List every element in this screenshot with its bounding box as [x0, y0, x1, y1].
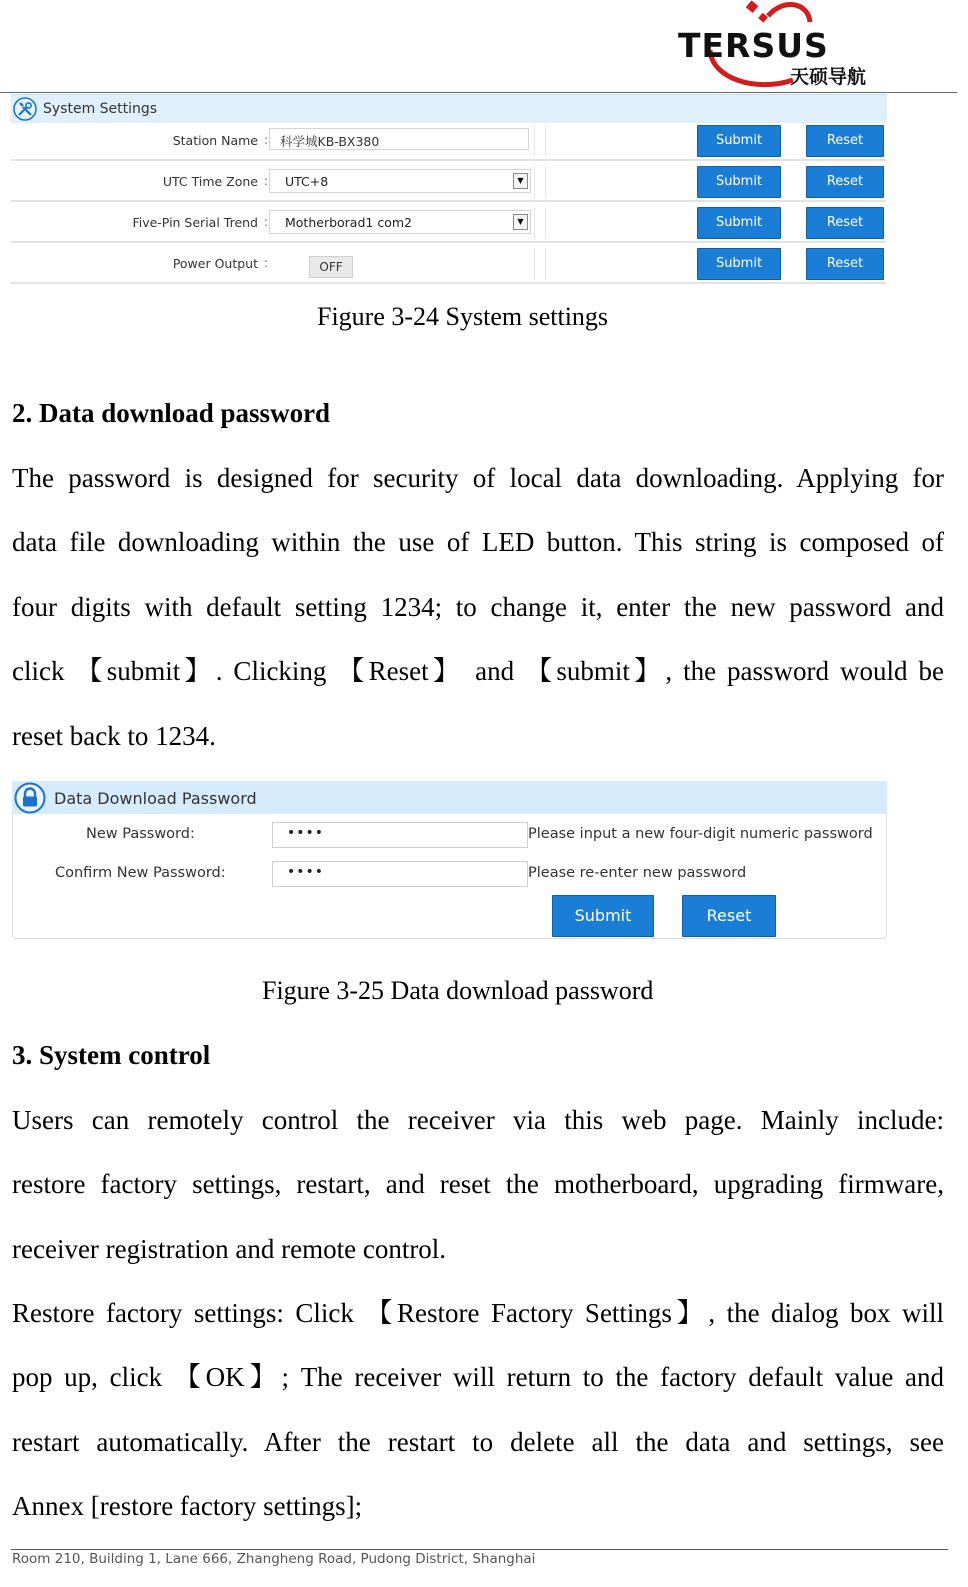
station-name-reset-button[interactable]: Reset [806, 125, 884, 157]
five-pin-submit-button[interactable]: Submit [697, 207, 781, 239]
confirm-new-password-hint: Please re-enter new password [528, 865, 747, 881]
column-divider [534, 125, 546, 157]
new-password-label: New Password: [86, 826, 195, 842]
paragraph-line: The password is designed for security of local data downloading. Applying for [12, 463, 944, 493]
power-output-row [11, 246, 886, 284]
confirm-new-password-label: Confirm New Password: [55, 865, 226, 881]
five-pin-serial-trend-select[interactable] [269, 210, 531, 234]
utc-time-zone-label: UTC Time Zone [162, 174, 258, 189]
paragraph-line: restore factory settings, restart, and reset the motherboard, upgrading firmware, [12, 1169, 944, 1200]
five-pin-serial-trend-value: Motherborad1 com2 [285, 215, 412, 230]
colon: : [264, 133, 269, 147]
utc-time-zone-submit-button[interactable]: Submit [697, 166, 781, 198]
confirm-new-password-input[interactable]: •••• [272, 861, 528, 887]
header-divider [0, 92, 957, 93]
paragraph-line: Annex [restore factory settings]; [12, 1491, 363, 1522]
lock-icon [14, 782, 46, 814]
column-divider [534, 248, 546, 280]
paragraph-line: reset back to 1234. [12, 720, 216, 751]
power-output-submit-button[interactable]: Submit [697, 248, 781, 280]
data-download-password-body [12, 814, 887, 939]
section-3-heading: 3. System control [12, 1040, 211, 1070]
tools-icon [13, 97, 37, 121]
figure-3-25-caption: Figure 3-25 Data download password [262, 976, 654, 1005]
colon: : [264, 256, 269, 270]
utc-time-zone-value: UTC+8 [285, 174, 329, 189]
paragraph-line: Restore factory settings: Click 【Restore Factory Settings】, the dialog box will [12, 1298, 944, 1328]
paragraph-line: data file downloading within the use of LED button. This string is composed of [12, 527, 944, 558]
section-3-paragraph-1 [12, 1100, 944, 1293]
utc-time-zone-select[interactable] [269, 169, 531, 193]
five-pin-reset-button[interactable]: Reset [806, 207, 884, 239]
footer-divider [11, 1549, 948, 1550]
data-download-password-title: Data Download Password [54, 789, 257, 808]
section-2-heading: 2. Data download password [12, 398, 331, 428]
system-settings-panel [11, 94, 887, 284]
station-name-row [11, 123, 886, 161]
paragraph-line: receiver registration and remote control. [12, 1233, 447, 1264]
password-submit-button[interactable]: Submit [552, 895, 654, 937]
colon: : [264, 215, 269, 229]
utc-time-zone-row [11, 164, 886, 202]
password-reset-button[interactable]: Reset [682, 895, 776, 937]
paragraph-line: pop up, click 【OK】; The receiver will return to the factory default value and [12, 1362, 944, 1393]
power-output-toggle[interactable]: OFF [309, 256, 353, 278]
logo-chinese-text: 天硕导航 [790, 66, 867, 88]
section-2-paragraph [12, 458, 944, 780]
tersus-logo [672, 0, 872, 92]
five-pin-serial-trend-row [11, 205, 886, 243]
column-divider [534, 207, 546, 239]
dropdown-arrow-icon[interactable]: ▼ [513, 214, 528, 230]
station-name-label: Station Name [172, 133, 258, 148]
utc-time-zone-reset-button[interactable]: Reset [806, 166, 884, 198]
paragraph-line: four digits with default setting 1234; to change it, enter the new password and [12, 591, 944, 622]
new-password-hint: Please input a new four-digit numeric password [528, 826, 873, 842]
section-3-paragraph-2 [12, 1293, 944, 1551]
power-output-reset-button[interactable]: Reset [806, 248, 884, 280]
station-name-input[interactable]: 科学城KB-BX380 [269, 128, 529, 150]
logo-wordmark: TERSUS [678, 26, 829, 65]
five-pin-serial-trend-label: Five-Pin Serial Trend [132, 215, 258, 230]
new-password-input[interactable]: •••• [272, 822, 528, 848]
paragraph-line: restart automatically. After the restart to delete all the data and settings, see [12, 1426, 944, 1457]
station-name-submit-button[interactable]: Submit [697, 125, 781, 157]
footer-address: Room 210, Building 1, Lane 666, Zhangheng Road, Pudong District, Shanghai [12, 1551, 536, 1567]
system-settings-title: System Settings [43, 101, 158, 117]
power-output-label: Power Output [172, 256, 258, 271]
data-download-password-panel [12, 781, 887, 939]
figure-3-24-caption: Figure 3-24 System settings [317, 302, 609, 331]
colon: : [264, 174, 269, 188]
paragraph-line: Users can remotely control the receiver via this web page. Mainly include: [12, 1105, 944, 1135]
data-download-password-header [12, 781, 887, 814]
paragraph-line: click 【submit】. Clicking 【Reset】 and 【submit】, the password would be [12, 656, 944, 687]
column-divider [534, 166, 546, 198]
dropdown-arrow-icon[interactable]: ▼ [513, 173, 528, 189]
system-settings-header [11, 94, 887, 123]
